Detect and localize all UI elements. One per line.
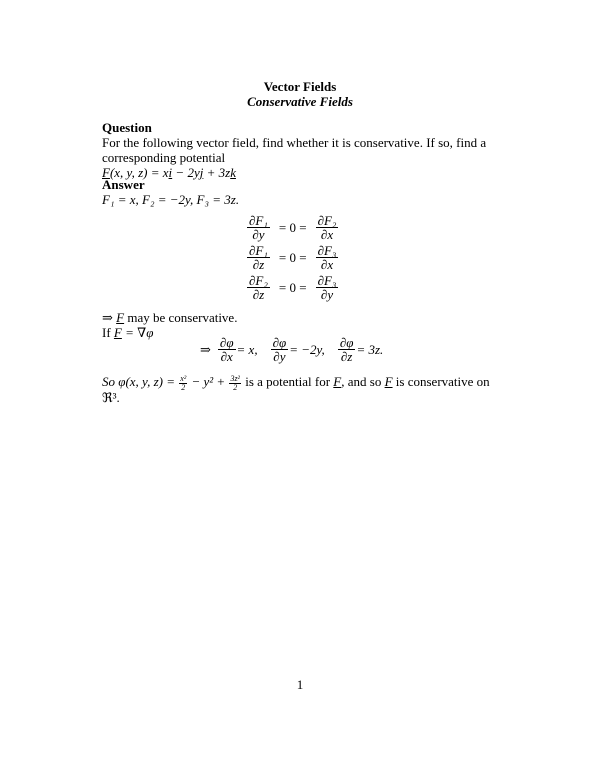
may-be-F: F — [116, 310, 125, 325]
field-args: (x, y, z) = x — [109, 165, 169, 180]
potential-term1: $\frac{\text{x²}}{2}$ — [180, 373, 187, 392]
equation-row-3 — [246, 274, 339, 301]
unit-k: k — [230, 165, 236, 180]
conclusion-F1: F — [333, 374, 342, 389]
partial-x-fraction: $\frac{\partial\varphi}{\partial x}$ — [219, 335, 234, 364]
document-subtitle: Conservative Fields — [247, 94, 353, 109]
partials-display — [200, 336, 383, 363]
if-gradient-line: If F = ∇φ — [102, 325, 154, 340]
partial-z-rhs: = 3z. — [356, 341, 384, 357]
eq1-rhs-fraction: $\frac{\text{∂F₂}}{\partial x}$ — [317, 213, 337, 242]
question-heading: Question — [102, 120, 152, 135]
question-text-line2: corresponding potential — [102, 150, 226, 165]
answer-heading: Answer — [102, 177, 145, 192]
eq1-middle: = 0 = — [278, 219, 307, 235]
partial-y-fraction: $\frac{\partial\varphi}{\partial y}$ — [272, 335, 287, 364]
eq2-lhs-fraction: $\frac{\text{∂F₁}}{\partial z}$ — [249, 243, 268, 272]
partial-y-rhs: = −2y, — [289, 341, 325, 357]
equation-row-1 — [246, 214, 339, 241]
field-mid1: − 2y — [172, 165, 200, 180]
eq3-middle: = 0 = — [278, 279, 307, 295]
field-F: F — [102, 165, 110, 180]
implies-arrow: ⇒ — [200, 341, 211, 357]
eq2-middle: = 0 = — [278, 249, 307, 265]
unit-i: i — [168, 165, 173, 180]
if-F: F — [113, 325, 122, 340]
equation-row-2 — [246, 244, 339, 271]
may-be-conservative-line: ⇒ F may be conservative. — [102, 310, 238, 325]
unit-j: j — [199, 165, 204, 180]
eq3-rhs-fraction: $\frac{\text{∂F₃}}{\partial y}$ — [317, 273, 337, 302]
document-title: Vector Fields — [263, 79, 337, 94]
question-text-line1: For the following vector field, find whether it is conservative. If so, find a — [102, 135, 487, 150]
conclusion-line: So φ(x, y, z) = $\frac{\text{x²}}{2}$ − y² + $\frac{\text{3z²}}{2}$ is a potential for F, and so F is conservative on — [102, 373, 490, 392]
eq2-rhs-fraction: $\frac{\text{∂F₃}}{\partial x}$ — [317, 243, 337, 272]
field-mid2: + 3z — [203, 165, 231, 180]
partial-z-fraction: $\frac{\partial\varphi}{\partial z}$ — [339, 335, 354, 364]
components-line: F₁ = x, F₂ = −2y, F₃ = 3z. — [102, 192, 240, 207]
eq1-lhs-fraction: $\frac{\text{∂F₁}}{\partial y}$ — [249, 213, 268, 242]
potential-term2: $\frac{\text{3z²}}{2}$ — [230, 373, 240, 392]
domain-line: ℜ³. — [102, 390, 120, 405]
eq3-lhs-fraction: $\frac{\text{∂F₂}}{\partial z}$ — [249, 273, 268, 302]
page-number: 1 — [296, 677, 304, 692]
partial-x-rhs: = x, — [236, 341, 258, 357]
conclusion-F2: F — [384, 374, 393, 389]
